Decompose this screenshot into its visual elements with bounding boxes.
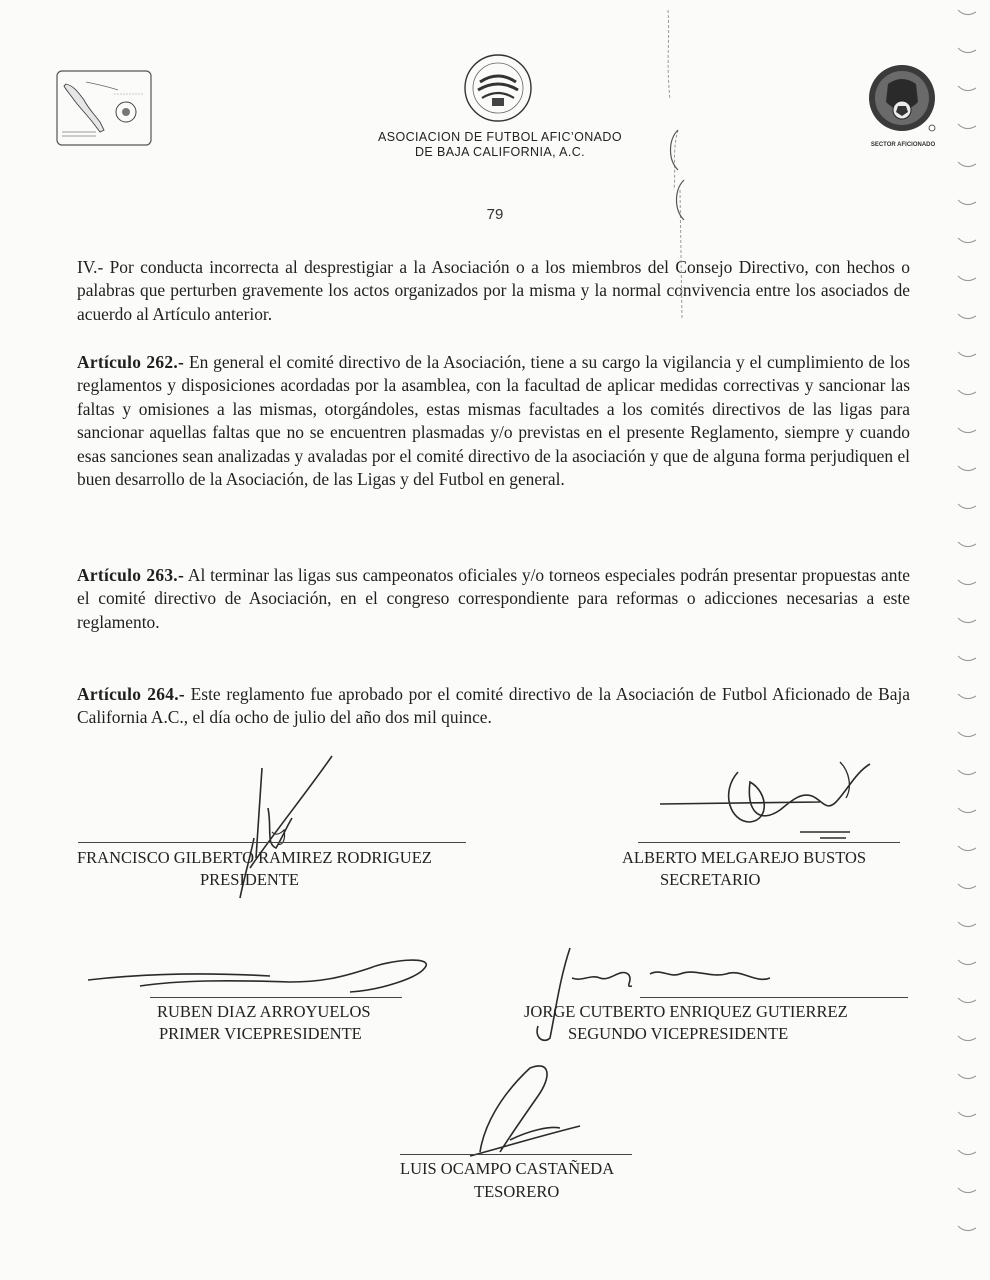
treasurer-signature-line [400,1154,632,1155]
binder-edge-marks [950,0,990,1280]
first-vp-role: PRIMER VICEPRESIDENTE [159,1024,362,1043]
second-vp-signature-line [640,997,908,998]
article-264 [77,683,910,730]
article-262 [77,351,910,491]
futbol-mexicano-logo [462,52,534,124]
organization-name-line2: DE BAJA CALIFORNIA, A.C. [414,145,586,159]
article-263-text: Al terminar las ligas sus campeonatos oficiales y/o torneos especiales podrán presentar propuestas ante el comité directivo de Asociación, en el congreso correspondiente para reformas o adicciones necesarias a este reglamento. [77,565,910,632]
treasurer-name: LUIS OCAMPO CASTAÑEDA [400,1159,615,1178]
article-264-text: Este reglamento fue aprobado por el comité directivo de la Asociación de Futbol Aficionado de Baja California A.C., el día ocho de julio del año dos mil quince. [77,684,910,728]
first-vp-signature-line [150,997,402,998]
organization-name-line1: ASOCIACION DE FUTBOL AFIC’ONADO [378,130,622,144]
article-262-label: Artículo 262.- [77,352,185,372]
crest-caption: SECTOR AFICIONADO [870,142,936,148]
president-name: FRANCISCO GILBERTO RAMIREZ RODRIGUEZ [77,848,432,867]
treasurer-role: TESORERO [474,1182,560,1201]
paragraph-iv: IV.- Por conducta incorrecta al desprestigiar a la Asociación o a los miembros del Consejo Directivo, con hechos o palabras que perturben gravemente los actos organizados por la misma y la normal convivencia entre los asociados de acuerdo al Artículo anterior. [77,257,910,324]
secretary-name: ALBERTO MELGAREJO BUSTOS [622,848,867,867]
secretary-signature-line [638,842,900,843]
article-264-label: Artículo 264.- [77,684,185,704]
page-number: 79 [486,206,504,223]
article-263 [77,564,910,634]
president-signature-line [78,842,466,843]
baja-california-map-logo [56,70,152,146]
second-vp-name: JORGE CUTBERTO ENRIQUEZ GUTIERREZ [524,1002,848,1021]
president-role: PRESIDENTE [200,870,299,889]
scan-fold-mark [660,0,710,330]
first-vp-name: RUBEN DIAZ ARROYUELOS [157,1002,371,1021]
second-vp-role: SEGUNDO VICEPRESIDENTE [568,1024,789,1043]
secretary-role: SECRETARIO [660,870,761,889]
article-262-text: En general el comité directivo de la Asociación, tiene a su cargo la vigilancia y el cumplimiento de los reglamentos y disposiciones acordadas por la asamblea, con la facultad de aplicar medidas correctivas y sancionar las faltas y omisiones a las mismas, otorgándoles, estas mismas facultades a los comités directivos de las ligas para sancionar aquellas faltas que no se encuentren plasmadas y/o previstas en el presente Reglamento, siempre y cuando esas sanciones sean analizadas y avaladas por el comité directivo de la asociación y que de alguna forma perjudiquen el buen desarrollo de la Asociación, de las Ligas y del Futbol en general. [77,352,911,490]
treasurer-signature [440,1056,600,1166]
secretary-signature [650,752,890,847]
sector-aficionado-crest [866,62,940,150]
article-263-label: Artículo 263.- [77,565,185,585]
